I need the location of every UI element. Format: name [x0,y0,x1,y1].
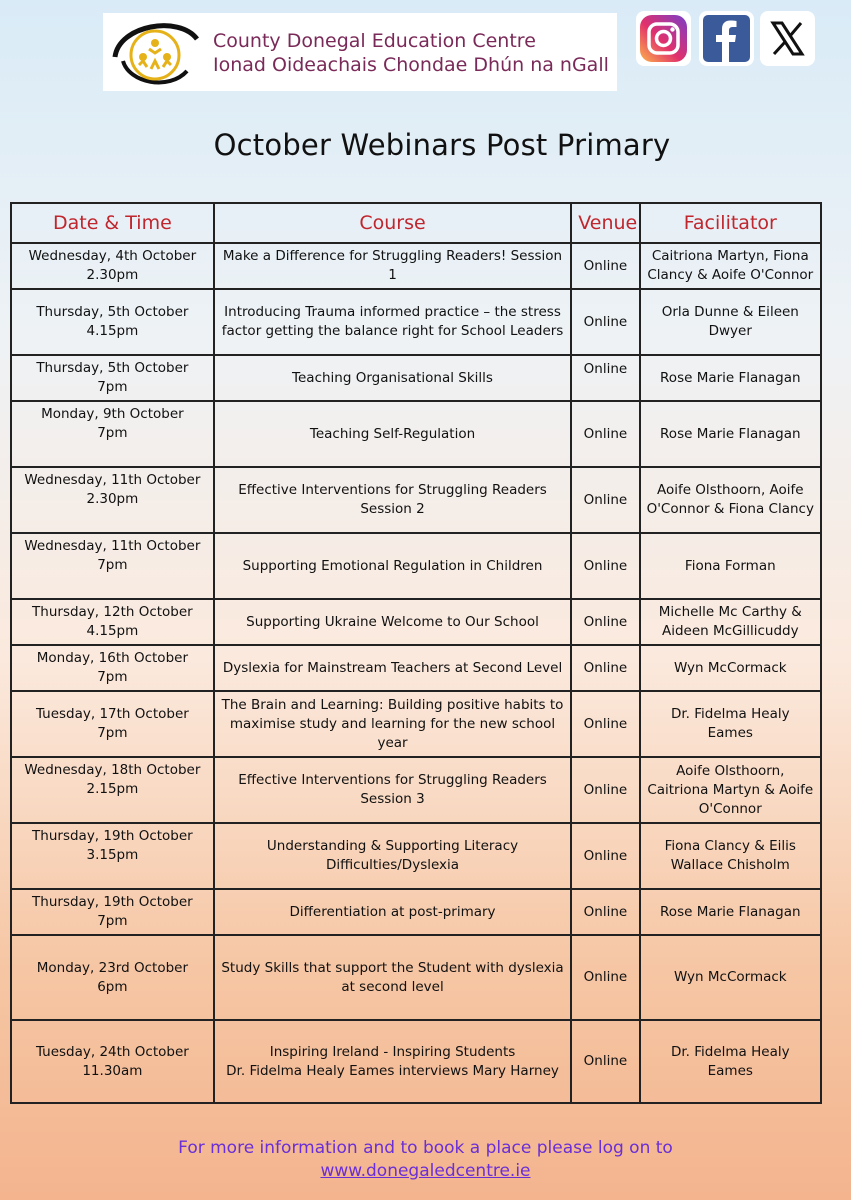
venue-cell: Online [571,289,639,355]
date-cell: Wednesday, 4th October 2.30pm [11,243,214,289]
table-header-row [11,203,821,243]
facilitator-cell: Aoife Olsthoorn, Caitriona Martyn & Aoife O'Connor [640,757,821,823]
date-cell: Thursday, 5th October 7pm [11,355,214,401]
course-cell: Supporting Emotional Regulation in Children [214,533,572,599]
course-cell: Dyslexia for Mainstream Teachers at Second Level [214,645,572,691]
facilitator-cell: Dr. Fidelma Healy Eames [640,691,821,757]
facilitator-cell: Rose Marie Flanagan [640,355,821,401]
facilitator-cell: Michelle Mc Carthy & Aideen McGillicuddy [640,599,821,645]
date-cell: Monday, 16th October 7pm [11,645,214,691]
footer-info-text: For more information and to book a place please log on to [178,1138,673,1158]
date-cell: Thursday, 5th October 4.15pm [11,289,214,355]
logo-name-english: County Donegal Education Centre [213,30,536,52]
footer [0,1137,851,1183]
course-cell: Inspiring Ireland - Inspiring Students Dr. Fidelma Healy Eames interviews Mary Harney [214,1020,572,1103]
webinar-schedule-table [10,202,822,1104]
venue-cell: Online [571,599,639,645]
table-row [11,533,821,599]
course-cell: Teaching Self-Regulation [214,401,572,467]
date-cell: Thursday, 12th October 4.15pm [11,599,214,645]
facilitator-cell: Aoife Olsthoorn, Aoife O'Connor & Fiona Clancy [640,467,821,533]
venue-cell: Online [571,467,639,533]
date-cell: Thursday, 19th October 7pm [11,889,214,935]
date-cell: Wednesday, 18th October 2.15pm [11,757,214,823]
facilitator-cell: Orla Dunne & Eileen Dwyer [640,289,821,355]
venue-cell: Online [571,355,639,401]
facilitator-cell: Rose Marie Flanagan [640,401,821,467]
course-cell: The Brain and Learning: Building positive habits to maximise study and learning for the new school year [214,691,572,757]
facebook-icon[interactable] [699,11,754,66]
venue-cell: Online [571,243,639,289]
venue-cell: Online [571,935,639,1020]
venue-cell: Online [571,889,639,935]
table-row [11,243,821,289]
education-centre-logo-icon [109,17,201,89]
course-cell: Supporting Ukraine Welcome to Our School [214,599,572,645]
facilitator-cell: Fiona Clancy & Eilis Wallace Chisholm [640,823,821,889]
date-cell: Wednesday, 11th October 2.30pm [11,467,214,533]
instagram-icon[interactable] [636,11,691,66]
logo-banner [103,13,617,91]
table-row [11,935,821,1020]
course-cell: Effective Interventions for Struggling Readers Session 3 [214,757,572,823]
course-cell: Effective Interventions for Struggling Readers Session 2 [214,467,572,533]
facilitator-cell: Wyn McCormack [640,645,821,691]
date-cell: Tuesday, 17th October 7pm [11,691,214,757]
course-cell: Teaching Organisational Skills [214,355,572,401]
facilitator-cell: Wyn McCormack [640,935,821,1020]
venue-cell: Online [571,823,639,889]
table-row [11,599,821,645]
table-row [11,823,821,889]
course-cell: Study Skills that support the Student with dyslexia at second level [214,935,572,1020]
table-row [11,467,821,533]
date-cell: Monday, 23rd October 6pm [11,935,214,1020]
column-header-date: Date & Time [11,203,214,243]
facilitator-cell: Caitriona Martyn, Fiona Clancy & Aoife O'Connor [640,243,821,289]
column-header-facilitator: Facilitator [640,203,821,243]
table-row [11,289,821,355]
date-cell: Wednesday, 11th October 7pm [11,533,214,599]
table-row [11,691,821,757]
facilitator-cell: Fiona Forman [640,533,821,599]
table-row [11,355,821,401]
course-cell: Introducing Trauma informed practice – the stress factor getting the balance right for School Leaders [214,289,572,355]
venue-cell: Online [571,1020,639,1103]
date-cell: Monday, 9th October 7pm [11,401,214,467]
course-cell: Make a Difference for Struggling Readers! Session 1 [214,243,572,289]
venue-cell: Online [571,401,639,467]
column-header-venue: Venue [571,203,639,243]
logo-name-irish: Ionad Oideachais Chondae Dhún na nGall [213,54,609,76]
x-icon[interactable] [760,11,815,66]
date-cell: Tuesday, 24th October 11.30am [11,1020,214,1103]
course-cell: Differentiation at post-primary [214,889,572,935]
table-row [11,401,821,467]
table-row [11,889,821,935]
website-link[interactable]: www.donegaledcentre.ie [320,1161,531,1181]
table-row [11,1020,821,1103]
venue-cell: Online [571,691,639,757]
table-row [11,757,821,823]
date-cell: Thursday, 19th October 3.15pm [11,823,214,889]
facilitator-cell: Rose Marie Flanagan [640,889,821,935]
column-header-course: Course [214,203,572,243]
course-cell: Understanding & Supporting Literacy Difficulties/Dyslexia [214,823,572,889]
venue-cell: Online [571,533,639,599]
table-row [11,645,821,691]
facilitator-cell: Dr. Fidelma Healy Eames [640,1020,821,1103]
venue-cell: Online [571,645,639,691]
page-title: October Webinars Post Primary [213,128,671,162]
venue-cell: Online [571,757,639,823]
